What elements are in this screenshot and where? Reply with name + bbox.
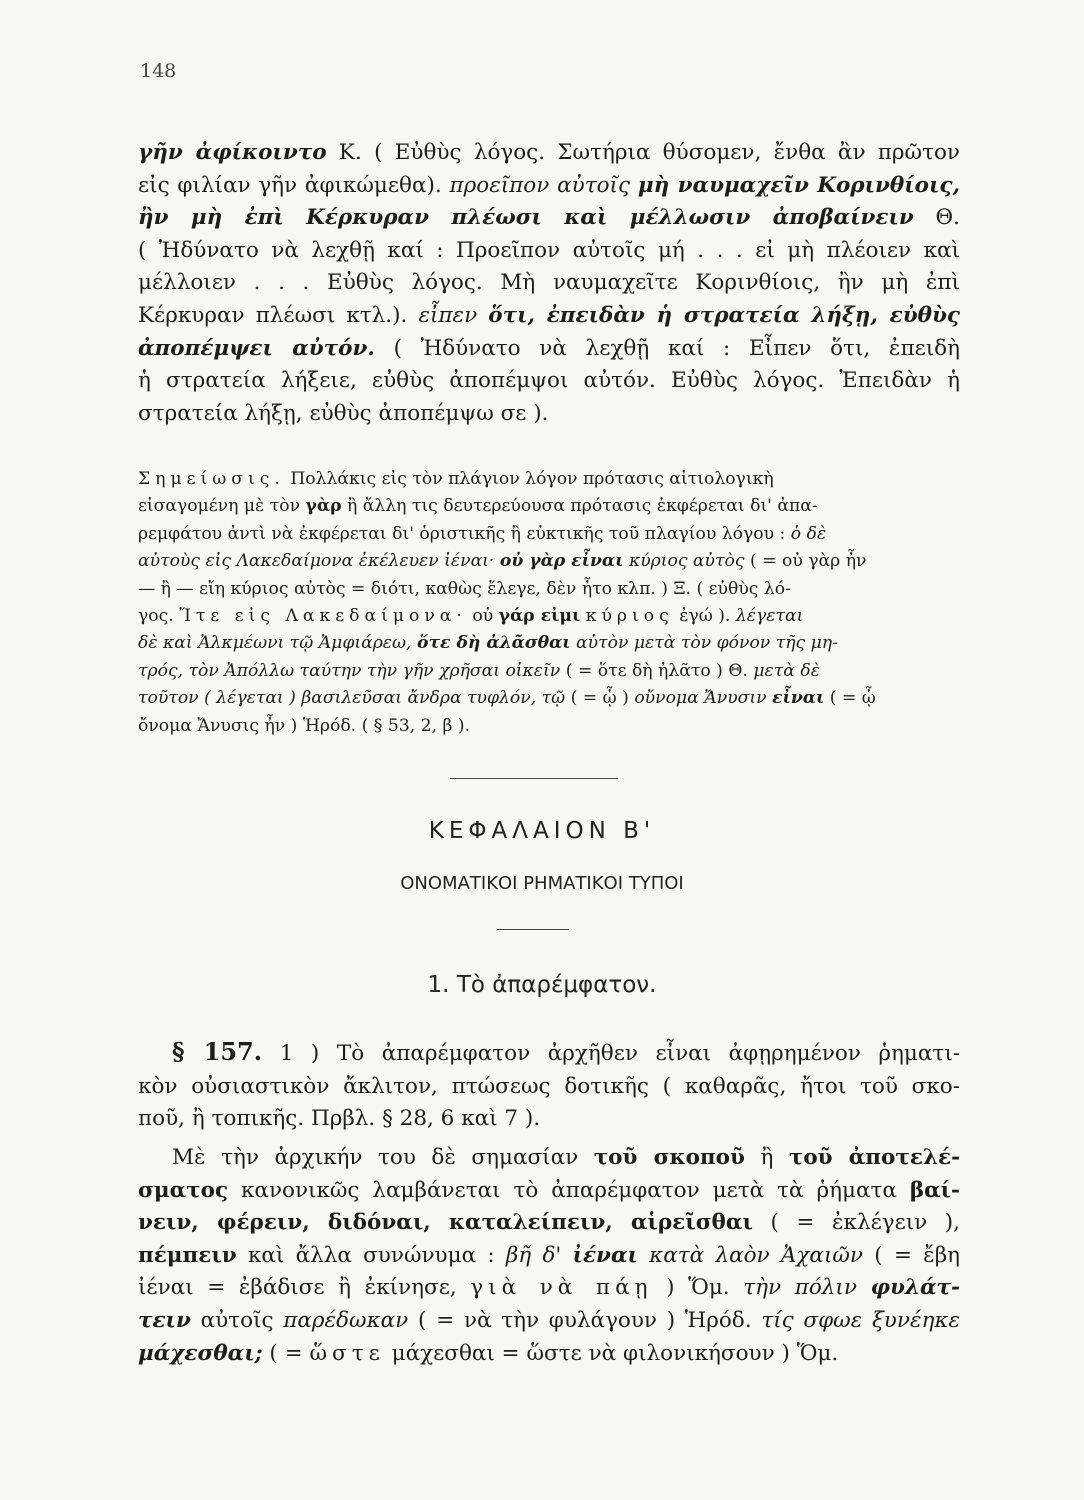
- plain-text: ( = οὐ γὰρ ἦν: [749, 551, 867, 572]
- text-line: [138, 1207, 960, 1240]
- plain-text: εἰσαγομένη μὲ τὸν: [138, 496, 301, 517]
- text-line: [138, 630, 960, 657]
- note-block: [138, 466, 960, 740]
- italic-text: εἶπεν: [418, 302, 478, 328]
- text-line: [138, 1240, 960, 1273]
- text-line: [138, 548, 960, 575]
- bold-text: πέμπειν: [138, 1242, 237, 1268]
- plain-text: ἐγώ ).: [679, 606, 731, 627]
- text-line: κὸν οὐσιαστικὸν ἄκλιτον, πτώσεως δοτικῆς ( καθαρᾶς, ἤτοι τοῦ σκο-: [138, 1073, 960, 1099]
- plain-text: κανονικῶς λαμβάνεται τὸ ἀπαρέμφατον μετὰ τὰ ῥήματα: [240, 1177, 897, 1203]
- text-line: [138, 521, 960, 548]
- plain-text: ἰέναι = ἐβάδισε ἢ ἐκίνησε,: [138, 1275, 457, 1301]
- italic-text: βῆ δ': [505, 1242, 562, 1268]
- emph-text: ὅτι, ἐπειδὰν ἡ στρατεία λήξῃ, εὐθὺς ἀποπέμψει αὐτόν.: [138, 302, 960, 361]
- paragraph-157: [138, 1036, 960, 1136]
- plain-text: καὶ ἄλλα συνώνυμα :: [247, 1242, 495, 1268]
- bold-text: σματος: [138, 1177, 229, 1203]
- plain-text: αὐτοῖς: [200, 1307, 274, 1333]
- text-line: μέλλοιεν . . . Εὐθὺς λόγος. Μὴ ναυμαχεῖτε Κορινθίοις, ἢν μὴ ἐπὶ: [138, 270, 960, 296]
- plain-text: ( = ὅτε δὴ ἠλᾶτο ) Θ.: [565, 660, 748, 681]
- plain-text: μάχεσθαι = ὥστε νὰ φιλονικήσουν ) Ὅμ.: [391, 1340, 839, 1366]
- italic-text: τοῦτον ( λέγεται ) βασιλεῦσαι ἄνδρα τυφλόν, τῷ: [138, 688, 566, 709]
- italic-text: λέγεται: [735, 606, 804, 627]
- page-number: 148: [140, 60, 177, 82]
- italic-text: κύριος αὐτὸς: [628, 551, 745, 572]
- text-line: ἡ στρατεία λήξειε, εὐθὺς ἀποπέμψοι αὐτόν. Εὐθὺς λόγος. Ἐπειδὰν ἡ: [138, 368, 960, 394]
- chapter-title: ΚΕΦΑΛΑΙΟΝ Β': [428, 818, 656, 844]
- emph-text: τειν: [138, 1307, 191, 1333]
- italic-text: δὲ καὶ Ἀλκμέωνι τῷ Ἀμφιάρεω,: [138, 633, 412, 654]
- italic-text: κατὰ λαὸν Ἀχαιῶν: [649, 1242, 863, 1268]
- bold-text: γὰρ: [305, 496, 342, 517]
- spaced-text: Ἴτε εἰς Λακεδαίμονα·: [179, 606, 467, 627]
- text-line: [138, 493, 960, 520]
- section-title: 1. Τὸ ἀπαρέμφατον.: [427, 972, 657, 998]
- italic-text: τρός, τὸν Ἀπόλλω ταύτην τὴν γῆν χρῆσαι οἰκεῖν: [138, 660, 561, 681]
- plain-text: ( = ἔβη: [874, 1242, 961, 1268]
- plain-text: Κέρκυραν πλέωσι κτλ.).: [138, 302, 408, 328]
- paragraph-indirect-speech: [138, 137, 960, 430]
- italic-text: μετὰ δὲ: [753, 660, 820, 681]
- emph-text: ἰέναι: [572, 1242, 638, 1268]
- plain-text: ( =: [269, 1340, 303, 1366]
- italic-text: αὐτοὺς εἰς Λακεδαίμονα ἐκέλευεν ἰέναι·: [138, 551, 495, 572]
- section-number: § 157.: [172, 1037, 263, 1066]
- title-divider: [497, 929, 569, 930]
- emph-text: εἶναι: [772, 688, 825, 709]
- emph-text: γῆν ἀφίκοιντο: [138, 140, 327, 165]
- text-line: [138, 685, 960, 712]
- plain-text: Πολλάκις εἰς τὸν πλάγιον λόγον πρότασις αἰτιολογικὴ: [290, 469, 774, 489]
- bold-text: τοῦ ἀποτελέ-: [788, 1145, 960, 1170]
- plain-text: Κ. ( Εὐθὺς λόγος. Σωτήρια θύσομεν, ἔνθα ἂν πρῶτον: [338, 140, 960, 165]
- italic-text: τὴν πόλιν: [743, 1275, 857, 1301]
- plain-text: ρεμφάτου ἀντὶ νὰ ἐκφέρεται δι' ὁριστικῆς ἢ εὐκτικῆς τοῦ πλαγίου λόγου :: [138, 523, 786, 544]
- plain-text: Μὲ τὴν ἀρχικήν του δὲ σημασίαν: [172, 1145, 579, 1170]
- emph-text: φυλάτ-: [870, 1275, 960, 1301]
- bold-text: νειν, φέρειν, διδόναι, καταλείπειν, αἱρεῖσθαι: [138, 1210, 753, 1236]
- plain-text: εἰς φιλίαν γῆν ἀφικώμεθα).: [138, 172, 442, 198]
- text-line: [138, 1305, 960, 1338]
- italic-text: οὔνομα Ἄνυσιν: [634, 688, 767, 709]
- emph-text: ὅτε δὴ ἀλᾶσθαι: [416, 633, 571, 654]
- bold-text: γάρ εἰμι: [498, 606, 581, 627]
- italic-text: προεῖπον αὐτοῖς: [449, 172, 631, 198]
- italic-text: ὁ δὲ: [790, 523, 827, 544]
- plain-text: ἢ: [760, 1145, 774, 1170]
- text-line: ὄνομα Ἄνυσις ἦν ) Ἡρόδ. ( § 53, 2, β ).: [138, 715, 471, 736]
- text-line: [138, 466, 960, 493]
- text-line: [138, 603, 960, 630]
- text-line: [138, 1142, 960, 1175]
- text-line: [138, 300, 960, 365]
- plain-text: ( = ᾧ ): [570, 688, 629, 709]
- emph-text: οὐ γὰρ εἶναι: [499, 551, 624, 572]
- note-label: Σημείωσις.: [138, 469, 285, 489]
- bold-text: βαί-: [909, 1177, 960, 1203]
- plain-text: ( = ἐκλέγειν ),: [770, 1210, 961, 1236]
- chapter-subtitle: ΟΝΟΜΑΤΙΚΟΙ ΡΗΜΑΤΙΚΟΙ ΤΥΠΟΙ: [400, 873, 684, 894]
- spaced-text: ὥστε: [309, 1340, 385, 1366]
- text-line: [138, 1175, 960, 1208]
- italic-text: αὐτὸν μετὰ τὸν φόνον τῆς μη-: [576, 633, 838, 654]
- italic-text: παρέδωκαν: [283, 1307, 409, 1333]
- text-line: [138, 137, 960, 170]
- plain-text: ( = νὰ τὴν φυλάγουν ) Ἡρόδ.: [418, 1307, 752, 1333]
- spaced-text: κύριος: [585, 606, 674, 627]
- text-line: [138, 1272, 960, 1305]
- text-line: — ἢ — εἴη κύριος αὐτὸς = διότι, καθὼς ἔλεγε, δὲν ἦτο κλπ. ) Ξ. ( εὐθὺς λό-: [138, 578, 791, 599]
- text-line: [138, 1338, 960, 1371]
- text-line: [138, 1036, 960, 1071]
- bold-text: τοῦ σκοποῦ: [593, 1145, 745, 1170]
- plain-text: ἢ ἄλλη τις δευτερεύουσα πρότασις ἐκφέρεται δι' ἀπα-: [347, 496, 818, 517]
- plain-text: ( = ᾧ: [829, 688, 876, 709]
- text-line: [138, 658, 960, 685]
- section-divider: [450, 778, 618, 779]
- text-line: ποῦ, ἢ τοπικῆς. Πρβλ. § 28, 6 καὶ 7 ).: [138, 1106, 541, 1132]
- emph-text: μάχεσθαι;: [138, 1340, 263, 1366]
- plain-text: ) Ὅμ.: [666, 1275, 730, 1301]
- text-line: στρατεία λήξῃ, εὐθὺς ἀποπέμψω σε ).: [138, 400, 549, 426]
- paragraph-purpose: [138, 1142, 960, 1370]
- text-line: [138, 170, 960, 235]
- spaced-text: γιὰ νὰ πάῃ: [470, 1275, 653, 1301]
- emph-text: μὴ ναυμαχεῖν Κορινθίοις, ἢν μὴ ἐπὶ Κέρκυραν πλέωσι καὶ μέλλωσιν ἀποβαίνειν: [138, 172, 960, 231]
- text-line: ( Ἠδύνατο νὰ λεχθῇ καί : Προεῖπον αὐτοῖς μή . . . εἰ μὴ πλέοιεν καὶ: [138, 237, 960, 263]
- plain-text: 1 ) Τὸ ἀπαρέμφατον ἀρχῆθεν εἶναι ἀφῃρημένον ῥηματι-: [279, 1041, 961, 1066]
- plain-text: Θ.: [935, 205, 960, 231]
- plain-text: ( Ἠδύνατο νὰ λεχθῇ καί : Εἶπεν ὅτι, ἐπειδὴ: [393, 335, 960, 361]
- plain-text: οὐ: [472, 606, 494, 627]
- plain-text: γος.: [138, 606, 174, 627]
- italic-text: τίς σφωε ξυνέηκε: [761, 1307, 961, 1333]
